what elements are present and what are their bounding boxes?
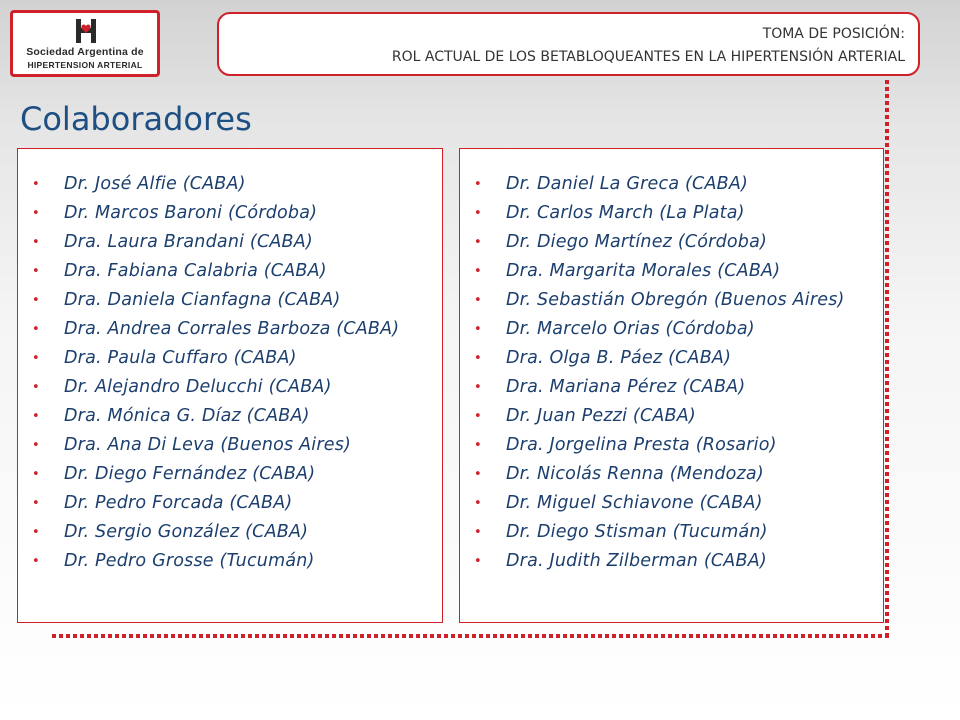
collaborator-item [460, 551, 873, 572]
society-emblem-icon [73, 18, 99, 44]
logo-text-line2: HIPERTENSION ARTERIAL [27, 60, 143, 70]
bullet-icon: • [474, 380, 482, 395]
bullet-icon: • [474, 264, 482, 279]
dotted-divider-horizontal [52, 634, 889, 638]
collaborator-name: Dr. Diego Fernández (CABA) [64, 464, 316, 484]
bullet-icon: • [474, 177, 482, 192]
collaborator-name: Dr. Alejandro Delucchi (CABA) [64, 377, 332, 397]
bullet-icon: • [32, 467, 40, 482]
bullet-icon: • [474, 438, 482, 453]
bullet-icon: • [32, 177, 40, 192]
collaborator-item [18, 377, 432, 398]
bullet-icon: • [32, 235, 40, 250]
collaborator-name: Dr. Marcelo Orias (Córdoba) [506, 319, 755, 339]
collaborator-name: Dra. Olga B. Páez (CABA) [506, 348, 732, 368]
collaborator-name: Dr. Pedro Grosse (Tucumán) [64, 551, 315, 571]
collaborator-name: Dr. Miguel Schiavone (CABA) [506, 493, 763, 513]
bullet-icon: • [32, 322, 40, 337]
collaborator-item [18, 290, 432, 311]
society-logo [10, 10, 160, 77]
collaborator-item [18, 464, 432, 485]
collaborator-name: Dr. Nicolás Renna (Mendoza) [506, 464, 764, 484]
collaborator-item [18, 232, 432, 253]
collaborators-panel-right [459, 148, 884, 623]
header-line-2: ROL ACTUAL DE LOS BETABLOQUEANTES EN LA HIPERTENSIÓN ARTERIAL [391, 49, 905, 65]
collaborator-item [460, 348, 873, 369]
collaborator-name: Dr. Pedro Forcada (CABA) [64, 493, 293, 513]
collaborator-name: Dra. Laura Brandani (CABA) [64, 232, 313, 252]
header-banner [217, 12, 920, 76]
collaborator-name: Dra. Fabiana Calabria (CABA) [64, 261, 327, 281]
collaborator-name: Dr. Sebastián Obregón (Buenos Aires) [506, 290, 845, 310]
bullet-icon: • [32, 206, 40, 221]
collaborator-item [460, 406, 873, 427]
bullet-icon: • [32, 409, 40, 424]
collaborator-item [18, 406, 432, 427]
header-line-1: TOMA DE POSICIÓN: [762, 26, 905, 42]
collaborator-name: Dr. Daniel La Greca (CABA) [506, 174, 749, 194]
collaborator-name: Dra. Mariana Pérez (CABA) [506, 377, 746, 397]
page-title: Colaboradores [20, 100, 252, 138]
bullet-icon: • [474, 351, 482, 366]
collaborator-item [460, 261, 873, 282]
collaborator-name: Dra. Mónica G. Díaz (CABA) [64, 406, 310, 426]
collaborator-item [460, 232, 873, 253]
bullet-icon: • [32, 293, 40, 308]
collaborator-item [460, 464, 873, 485]
collaborator-name: Dra. Andrea Corrales Barboza (CABA) [64, 319, 400, 339]
collaborator-item [18, 435, 432, 456]
collaborator-item [460, 493, 873, 514]
bullet-icon: • [474, 409, 482, 424]
bullet-icon: • [32, 351, 40, 366]
bullet-icon: • [474, 206, 482, 221]
collaborator-item [18, 319, 432, 340]
collaborator-item [460, 377, 873, 398]
bullet-icon: • [32, 554, 40, 569]
bullet-icon: • [32, 380, 40, 395]
collaborator-item [18, 203, 432, 224]
bullet-icon: • [32, 438, 40, 453]
collaborator-name: Dr. Juan Pezzi (CABA) [506, 406, 696, 426]
collaborator-name: Dr. Diego Stisman (Tucumán) [506, 522, 768, 542]
collaborators-list-left [18, 149, 442, 572]
collaborator-name: Dr. Diego Martínez (Córdoba) [506, 232, 768, 252]
collaborators-list-right [460, 149, 883, 572]
bullet-icon: • [474, 554, 482, 569]
bullet-icon: • [32, 525, 40, 540]
bullet-icon: • [474, 235, 482, 250]
collaborator-name: Dr. Sergio González (CABA) [64, 522, 309, 542]
collaborator-name: Dra. Paula Cuffaro (CABA) [64, 348, 297, 368]
collaborator-item [18, 348, 432, 369]
bullet-icon: • [474, 467, 482, 482]
collaborator-name: Dra. Jorgelina Presta (Rosario) [506, 435, 777, 455]
collaborator-item [18, 174, 432, 195]
collaborators-panel-left [17, 148, 443, 623]
logo-text-line1: Sociedad Argentina de [26, 46, 144, 58]
collaborator-item [18, 261, 432, 282]
collaborator-item [18, 551, 432, 572]
bullet-icon: • [474, 496, 482, 511]
collaborator-item [460, 319, 873, 340]
collaborator-name: Dra. Ana Di Leva (Buenos Aires) [64, 435, 352, 455]
bullet-icon: • [474, 293, 482, 308]
collaborator-name: Dr. Marcos Baroni (Córdoba) [64, 203, 318, 223]
collaborator-item [460, 290, 873, 311]
collaborator-item [460, 203, 873, 224]
collaborator-item [18, 493, 432, 514]
bullet-icon: • [474, 322, 482, 337]
collaborator-name: Dr. Carlos March (La Plata) [506, 203, 745, 223]
bullet-icon: • [474, 525, 482, 540]
bullet-icon: • [32, 264, 40, 279]
collaborator-item [460, 522, 873, 543]
collaborator-item [18, 522, 432, 543]
collaborator-item [460, 435, 873, 456]
collaborator-name: Dr. José Alfie (CABA) [64, 174, 246, 194]
bullet-icon: • [32, 496, 40, 511]
collaborator-item [460, 174, 873, 195]
collaborator-name: Dra. Margarita Morales (CABA) [506, 261, 781, 281]
collaborator-name: Dra. Daniela Cianfagna (CABA) [64, 290, 341, 310]
collaborator-name: Dra. Judith Zilberman (CABA) [506, 551, 767, 571]
dotted-divider-vertical [885, 80, 889, 637]
